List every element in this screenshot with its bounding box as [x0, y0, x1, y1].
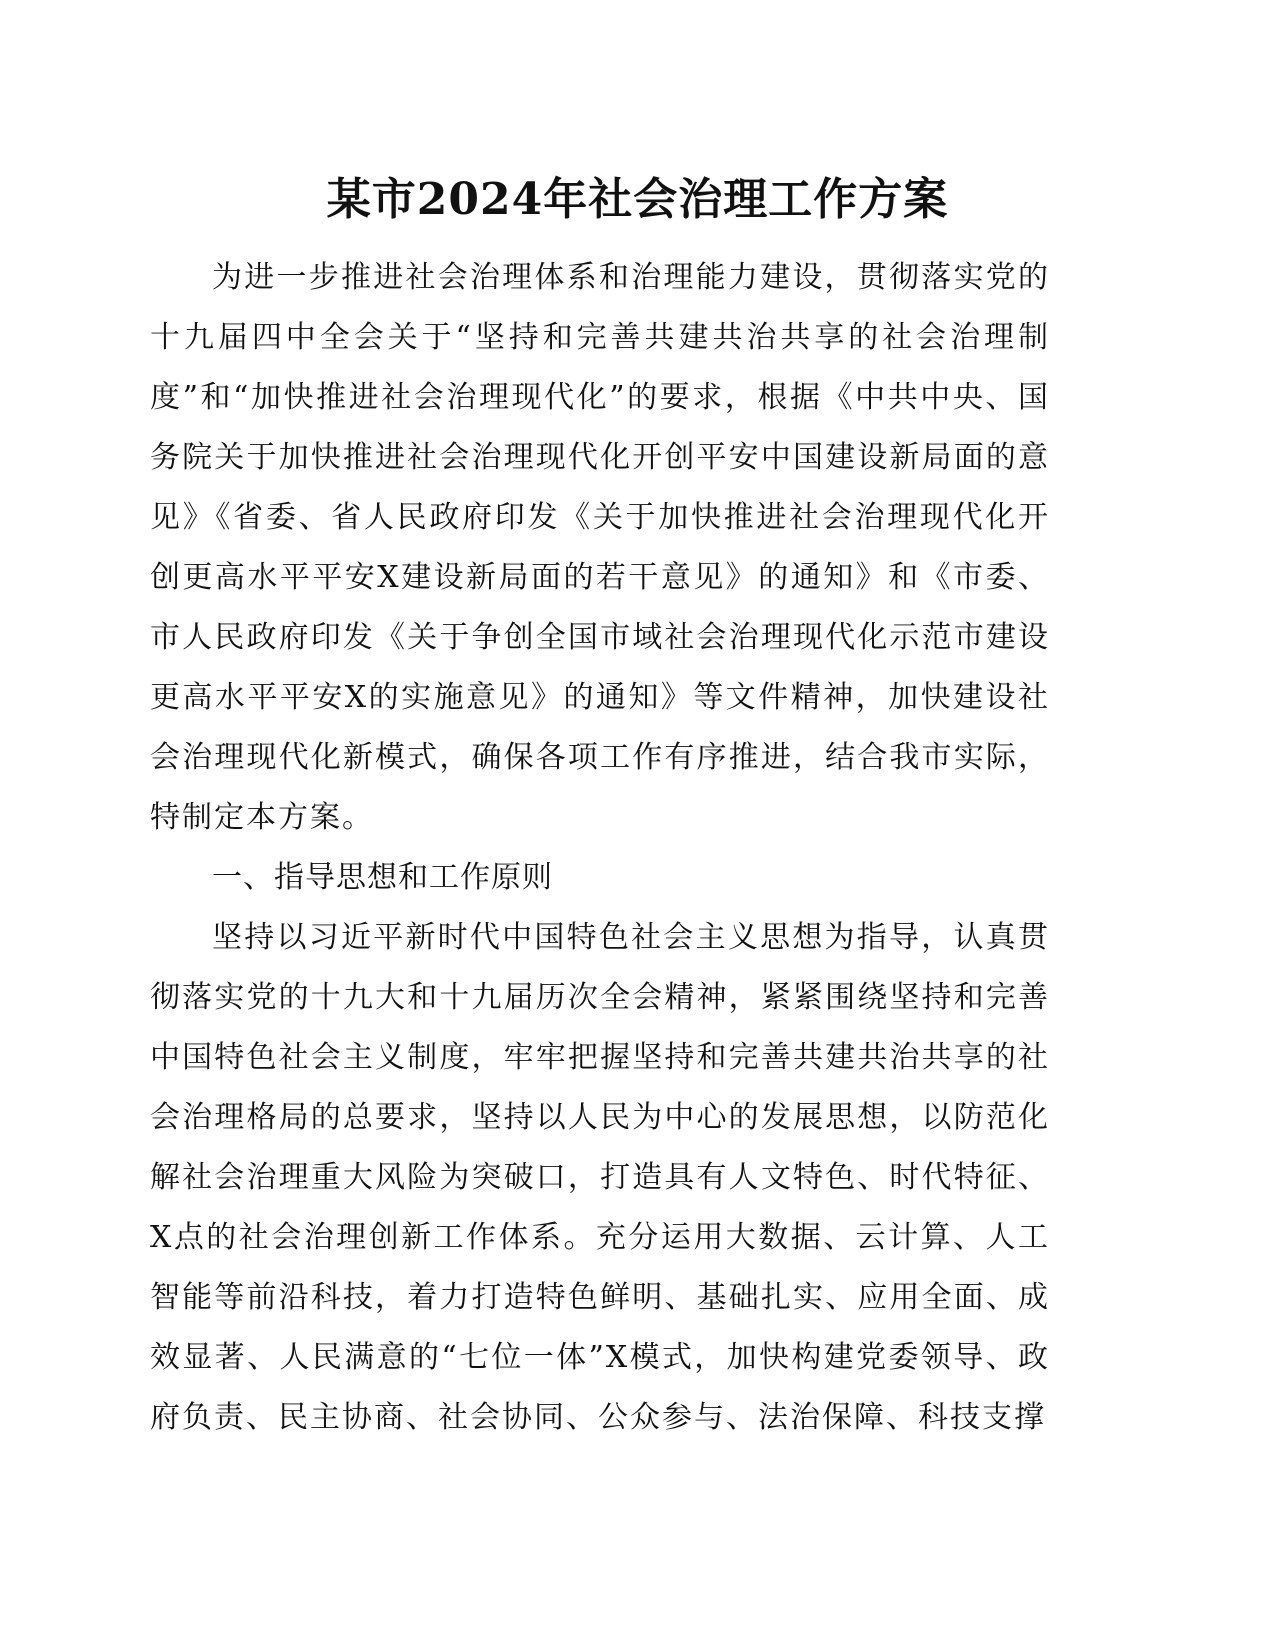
section-paragraph: 坚持以习近平新时代中国特色社会主义思想为指导，认真贯彻落实党的十九大和十九届历次全会精神，紧紧围绕坚持和完善中国特色社会主义制度，牢牢把握坚持和完善共建共治共享的社会治理格局的总要求，坚持以人民为中心的发展思想，以防范化解社会治理重大风险为突破口，打造具有人文特色、时代特征、X点的社会治理创新工作体系。充分运用大数据、云计算、人工智能等前沿科技，着力打造特色鲜明、基础扎实、应用全面、成效显著、人民满意的“七位一体”X模式，加快构建党委领导、政府负责、民主协商、社会协同、公众参与、法治保障、科技支撑	[150, 920, 1050, 1435]
document-body	[150, 248, 1050, 1448]
intro-paragraph: 为进一步推进社会治理体系和治理能力建设，贯彻落实党的十九届四中全会关于“坚持和完善共建共治共享的社会治理制度”和“加快推进社会治理现代化”的要求，根据《中共中央、国务院关于加快推进社会治理现代化开创平安中国建设新局面的意见》《省委、省人民政府印发《关于加快推进社会治理现代化开创更高水平平安X建设新局面的若干意见》的通知》和《市委、市人民政府印发《关于争创全国市域社会治理现代化示范市建设更高水平平安X的实施意见》的通知》等文件精神，加快建设社会治理现代化新模式，确保各项工作有序推进，结合我市实际，特制定本方案。	[150, 260, 1050, 835]
document-title: 某市2024年社会治理工作方案	[326, 174, 949, 225]
section-heading: 一、指导思想和工作原则	[212, 860, 553, 895]
